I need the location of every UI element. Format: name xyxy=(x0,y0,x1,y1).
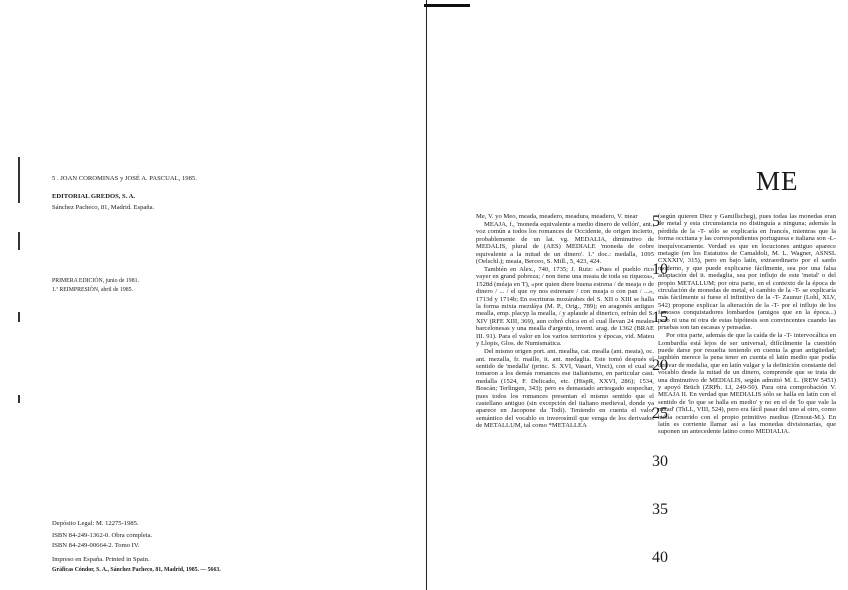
binding-edge-mark xyxy=(18,395,20,403)
entry-paragraph: También en Alex., 740, 1735; J. Ruiz: «Pues el pueblo rico vayer en grand pobreza; / non tiene una meaia de toda su riqueza», 1528d (méaja en T), «por quien diere buena estrena / de meaja o de dinero / ... / el que oy nos estrenare / con meaja o con pan / ...», 1713d y 1714b; En escrituras mozárabes del S. XII o XIII se halla la forma mixta mezdáya (M. P., Orig., 789); en aragonés antiguo mealla, emp. placyp la mealla, / y aplaude al dinerico, refrán del S. XIV (RFE XIII, 369), aun cobró chica en el cual llevan 24 meales barcelonesas y una mealla d'argento, invent. arag. de 1362 (BRAE III. 91). Para el valor en los varios territorios y épocas, vid. Mateu y Llopis, Glos. de Numismática. xyxy=(476,266,654,348)
entry-paragraph: Me, V. yo Meo, meada, meadero, meadura, meadero, V. mear xyxy=(476,213,638,220)
text-column-left xyxy=(476,213,654,430)
author-copyright-line: 5 . JOAN COROMINAS y JOSÉ A. PASCUAL, 1985. xyxy=(52,175,197,182)
publisher-address: Sánchez Pacheco, 81, Madrid. España. xyxy=(52,204,155,211)
printed-in-line: Impreso en España. Printed in Spain. xyxy=(52,556,150,563)
line-number: 25 xyxy=(652,405,668,422)
legal-deposit-line: Depósito Legal: M. 12275-1985. xyxy=(52,520,139,527)
isbn-complete-line: ISBN 84-249-1362-0. Obra completa. xyxy=(52,532,153,539)
line-number: 20 xyxy=(652,357,668,374)
entry-paragraph: MEAJA, f., 'moneda equivalente a medio dinero de vellón', ant., voz común a todos los romances de Occidente, de origen incierto, probablemente de un lat. vg. MEDALIA, diminutivo de MEDALIS, plural de (AES) MEDIALE 'moneda de cobre equivalente a la mitad de un dinero'. 1.ª doc.: medalla, 1095 (Oelschl.); meaia, Berceo, S. Mill., 5, 423, 424. xyxy=(476,221,654,266)
line-number: 30 xyxy=(652,453,668,470)
line-number: 10 xyxy=(652,261,668,278)
entry-paragraph: Del mismo origen port. ant. mealha, cat. mealla (ant. meaia), oc. ant. mezalla, fr. maille, it. ant. medaglia. Este tomó después el sentido de 'medalla' (princ. S. XVI, Vasari, Vinci), con el cual se tomaron a los demás romances ese italianismo, en particular cast. medalla (1524, F. Delicado, etc. (HispR, XXVI, 286); 1534, Boscán; Terlingen, 343); pero es demasiado arriesgado sospechar, pues todos los romances presentan el mismo sentido que el castellano antiguo (sin excepción del italiano medieval, donde ya aparece en Jacopone da Todi). Teniendo en cuenta el valor semántico del vocablo es inverosímil que venga de los derivados de METALLUM, tal como *METALLEA xyxy=(476,348,654,430)
binding-edge-mark xyxy=(18,312,20,322)
text-column-right xyxy=(658,213,836,436)
reprint-line: 1.ª REIMPRESIÓN, abril de 1985. xyxy=(52,287,133,293)
isbn-volume-line: ISBN 84-249-00664-2. Tomo IV. xyxy=(52,542,140,549)
page-top-rule xyxy=(424,4,470,7)
entry-paragraph: Por otra parte, además de que la caída de la -T- intervocálica en Lombardía está lejos de ser universal, difícilmente la cuestión puede darse por resuelta teniendo en cuenta la gran antigüedad; también merece la pena tener en cuenta el latín medio que podía derivar de medalia, que en latín vulgar y la definición constante del vocablo desde la mitad de un dinero, comprende que se trata de una diminutivo de MEDIALIS, según admitió M. L. (REW 5451) y apoyó Brüch (ZRPh. LI, 249-50). Para otra comprobación V. MEAJA II. En verdad que MEDIALIS sólo se halla en latín con el sentido de 'lo que se halla en medio' y no en el de 'lo que vale la mitad' (ThLL, VIII, 524), pero era fácil pasar del uno al otro, como había ocurrido con el propio primitivo medius (Ernout-M.). En latín es corriente llamar así a las monedas divisionarias, que suponen un antecedente latino como MEDIALIA. xyxy=(658,332,836,436)
publisher-name: EDITORIAL GREDOS, S. A. xyxy=(52,193,136,200)
first-edition-line: PRIMERA EDICIÓN, junio de 1981. xyxy=(52,278,139,284)
printer-line: Gráficas Cóndor, S. A., Sánchez Pacheco, 81, Madrid, 1985. — 5663. xyxy=(52,567,221,573)
line-number: 5 xyxy=(652,213,660,230)
line-number: 15 xyxy=(652,309,668,326)
section-heading: ME xyxy=(756,166,799,196)
entry-paragraph: (según quieren Diez y Gamillscheg), pues todas las monedas eran de metal y esta circunstancia no distinguía a ninguna; además la pérdida de la -T- sólo se explicaría en francés, mientras que la forma occitana y las correspondientes portuguesa e italiana son -L- inequívocamente. Verdad es que en locuciones antiguo aparece metagie (en los Estatutos de Camaldoli, M. L. Wagner, ASNSL CXXXIV, 315), pero en bajo latín, extraordinario por el sardo moderno, y que puede explicarse fácilmente, sea por una falsa adaptación del it. medaglia, sea por influjo de este 'metal' o del propio METALLUM; por otra parte, en el contexto de la época de circulación de monedas de metal, el cambio de la -T- se explicaría más fácilmente si fuese el infinitivo de la -T- Zaunur (Lohl, XLV, 542) propone explicar la alteración de la -T- por el influjo de los famosos conquistadores lombardos (amigos que en la época...) pero ni una ni otra de estas hipótesis son convincentes cuando las pruebas son tan escasas y pensadas. xyxy=(658,213,836,332)
binding-edge-mark xyxy=(18,157,20,203)
line-number: 40 xyxy=(652,549,668,566)
right-page xyxy=(424,0,848,590)
binding-edge-mark xyxy=(18,232,20,250)
gutter-line xyxy=(426,0,427,590)
line-number: 35 xyxy=(652,501,668,518)
